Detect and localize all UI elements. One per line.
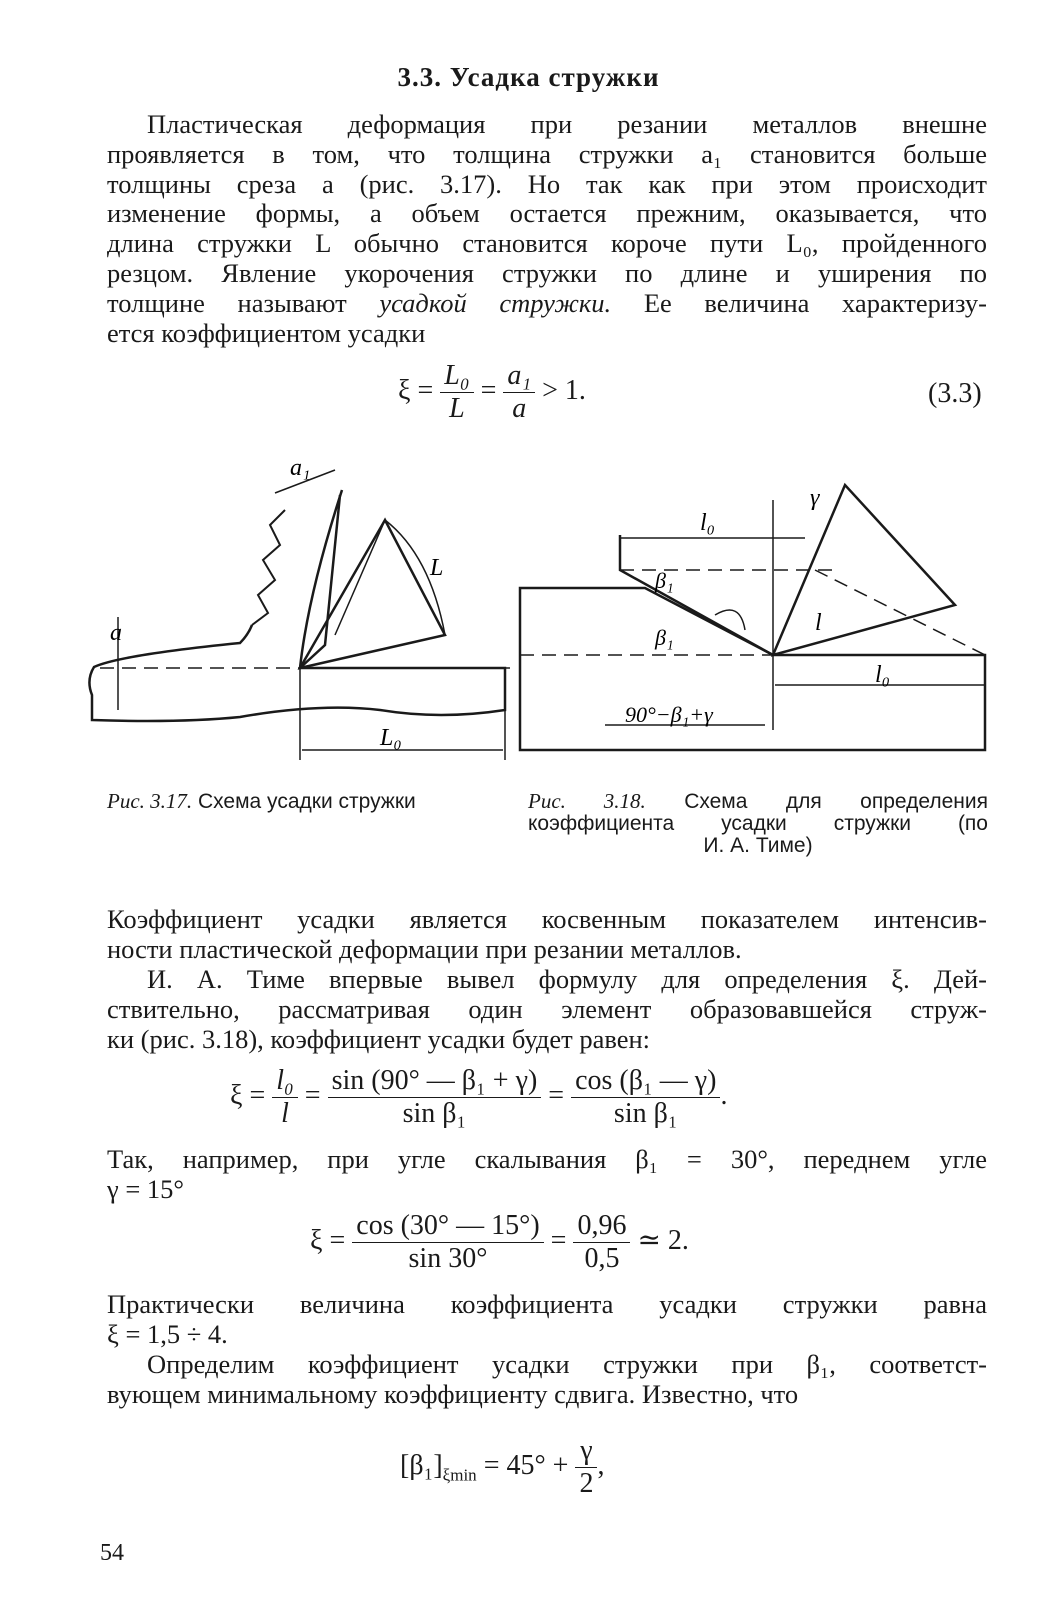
label-l0-right: l₀ xyxy=(875,662,891,688)
denominator: 0,5 xyxy=(584,1243,620,1274)
eq-sign: = xyxy=(304,1079,321,1111)
text-line: Пластическая деформация при резании металлов внешне xyxy=(147,109,987,139)
fraction xyxy=(503,360,535,425)
numerator: L₀ xyxy=(440,360,473,393)
eq-lhs: ξ = xyxy=(230,1079,266,1111)
chip-serrations xyxy=(252,510,285,625)
numerator: a₁ xyxy=(503,360,535,393)
text-line: Так, например, при угле скалывания β₁ = 30°, переднем угле xyxy=(107,1144,987,1174)
caption-line-2: коэффициента усадки стружки (по xyxy=(528,812,988,835)
eq-lhs: [β₁] xyxy=(400,1449,443,1481)
dimension-L xyxy=(335,520,385,635)
denominator: sin 30° xyxy=(408,1243,488,1274)
paragraph-4 xyxy=(107,1145,987,1205)
numerator: sin (90° — β₁ + γ) xyxy=(328,1065,542,1098)
paragraph-1 xyxy=(107,110,987,348)
caption-line-1 xyxy=(528,790,988,813)
tool-edge xyxy=(300,495,340,668)
figure-3-18 xyxy=(515,470,995,770)
paragraph-6 xyxy=(107,1350,987,1410)
text-line: ствительно, рассматривая один элемент образовавшейся струж- xyxy=(107,993,987,1024)
dashed-line xyxy=(815,570,985,655)
eq-end: . xyxy=(720,1079,728,1111)
text-line: проявляется в том, что толщина стружки a₁ становится больше xyxy=(107,138,987,169)
paragraph-3 xyxy=(107,965,987,1054)
eq-rhs: ≃ 2. xyxy=(637,1224,689,1256)
text-line: изменение формы, а объем остается прежним, оказывается, что xyxy=(107,198,987,229)
section-number: 3.3. xyxy=(397,62,442,92)
eq-lhs: ξ = xyxy=(310,1224,346,1256)
label-a: a xyxy=(110,620,122,646)
text-line: толщины среза a (рис. 3.17). Но так как при этом происходит xyxy=(107,168,987,199)
text-line-start: толщине называют xyxy=(107,287,347,318)
eq-subscript: ξmin xyxy=(442,1465,477,1485)
text-line: резцом. Явление укорочения стружки по длине и уширения по xyxy=(107,257,987,288)
text-line: Практически величина коэффициента усадки стружки равна xyxy=(107,1289,987,1319)
text-line: ξ = 1,5 ÷ 4. xyxy=(107,1318,228,1349)
chip-element xyxy=(300,520,445,668)
fraction xyxy=(575,1435,597,1500)
chip-line xyxy=(620,535,773,655)
denominator: a xyxy=(512,393,527,424)
text-line: Коэффициент усадки является косвенным показателем интенсив- xyxy=(107,904,987,934)
text-line: ности пластической деформации при резании металлов. xyxy=(107,933,742,964)
caption-text: Схема усадки стружки xyxy=(198,790,416,813)
fraction xyxy=(272,1065,298,1130)
label-L: L xyxy=(430,555,444,581)
label-l: l xyxy=(815,610,822,636)
text-line: ется коэффициентом усадки xyxy=(107,317,426,348)
text-line: длина стружки L обычно становится короче пути L₀, пройденного xyxy=(107,228,987,259)
eq-sign: = 45° + xyxy=(483,1449,569,1481)
numerator: γ xyxy=(575,1435,597,1468)
equation-min xyxy=(400,1435,604,1500)
term-italic: усадкой стружки. xyxy=(379,287,612,318)
denominator: sin β₁ xyxy=(613,1098,678,1129)
eq-lhs: ξ = xyxy=(398,374,434,406)
label-beta1-top: β₁ xyxy=(655,568,674,593)
section-title: Усадка стружки xyxy=(449,62,660,92)
numerator: cos (β₁ — γ) xyxy=(571,1065,720,1098)
fraction xyxy=(440,360,473,425)
text-line: И. А. Тиме впервые вывел формулу для определения ξ. Дей- xyxy=(147,964,987,994)
eq-sign: = xyxy=(480,374,497,406)
numerator: 0,96 xyxy=(573,1210,630,1243)
caption-fig-3-17 xyxy=(107,790,416,813)
label-gamma: γ xyxy=(810,485,820,511)
caption-prefix: Рис. 3.18. xyxy=(528,789,646,813)
equation-example xyxy=(310,1210,689,1275)
paragraph-5 xyxy=(107,1290,987,1350)
paragraph-2 xyxy=(107,905,987,965)
section-heading xyxy=(0,62,1057,93)
text-line-term xyxy=(107,289,987,319)
eq-sign: = xyxy=(548,1079,565,1111)
label-l0-top: l₀ xyxy=(700,510,716,536)
text-line-end: Ее величина характеризу- xyxy=(643,287,987,318)
fraction xyxy=(352,1210,543,1275)
caption-text: Схема для определения xyxy=(684,790,988,813)
fraction xyxy=(571,1065,720,1130)
eq-end: , xyxy=(597,1449,605,1481)
label-beta1-mid: β₁ xyxy=(655,625,674,650)
eq-sign: = xyxy=(550,1224,567,1256)
numerator: cos (30° — 15°) xyxy=(352,1210,543,1243)
fraction xyxy=(573,1210,630,1275)
caption-fig-3-18 xyxy=(528,790,988,857)
label-angle: 90°−β₁+γ xyxy=(625,702,713,727)
text-line: ки (рис. 3.18), коэффициент усадки будет равен: xyxy=(107,1023,651,1054)
equation-label: (3.3) xyxy=(928,378,982,409)
denominator: l xyxy=(281,1098,289,1129)
equation-time xyxy=(230,1065,727,1130)
text-line: γ = 15° xyxy=(107,1173,185,1204)
eq-rhs: > 1. xyxy=(542,374,586,406)
denominator: 2 xyxy=(579,1468,594,1499)
page-number: 54 xyxy=(100,1540,124,1566)
label-L0: L₀ xyxy=(380,725,402,751)
figure-3-17 xyxy=(80,455,520,775)
equation-3-3 xyxy=(398,360,586,425)
workpiece-outline xyxy=(89,625,505,721)
text-line: Определим коэффициент усадки стружки при β₁, соответст- xyxy=(147,1349,987,1379)
label-a1: a₁ xyxy=(290,455,311,481)
caption-prefix: Рис. 3.17. xyxy=(107,789,193,813)
denominator: sin β₁ xyxy=(402,1098,467,1129)
denominator: L xyxy=(449,393,465,424)
chip-back xyxy=(300,490,342,668)
text-line: вующем минимальному коэффициенту сдвига. Известно, что xyxy=(107,1378,799,1409)
numerator: l₀ xyxy=(272,1065,298,1098)
fraction xyxy=(328,1065,542,1130)
caption-line-3: И. А. Тиме) xyxy=(703,834,813,857)
